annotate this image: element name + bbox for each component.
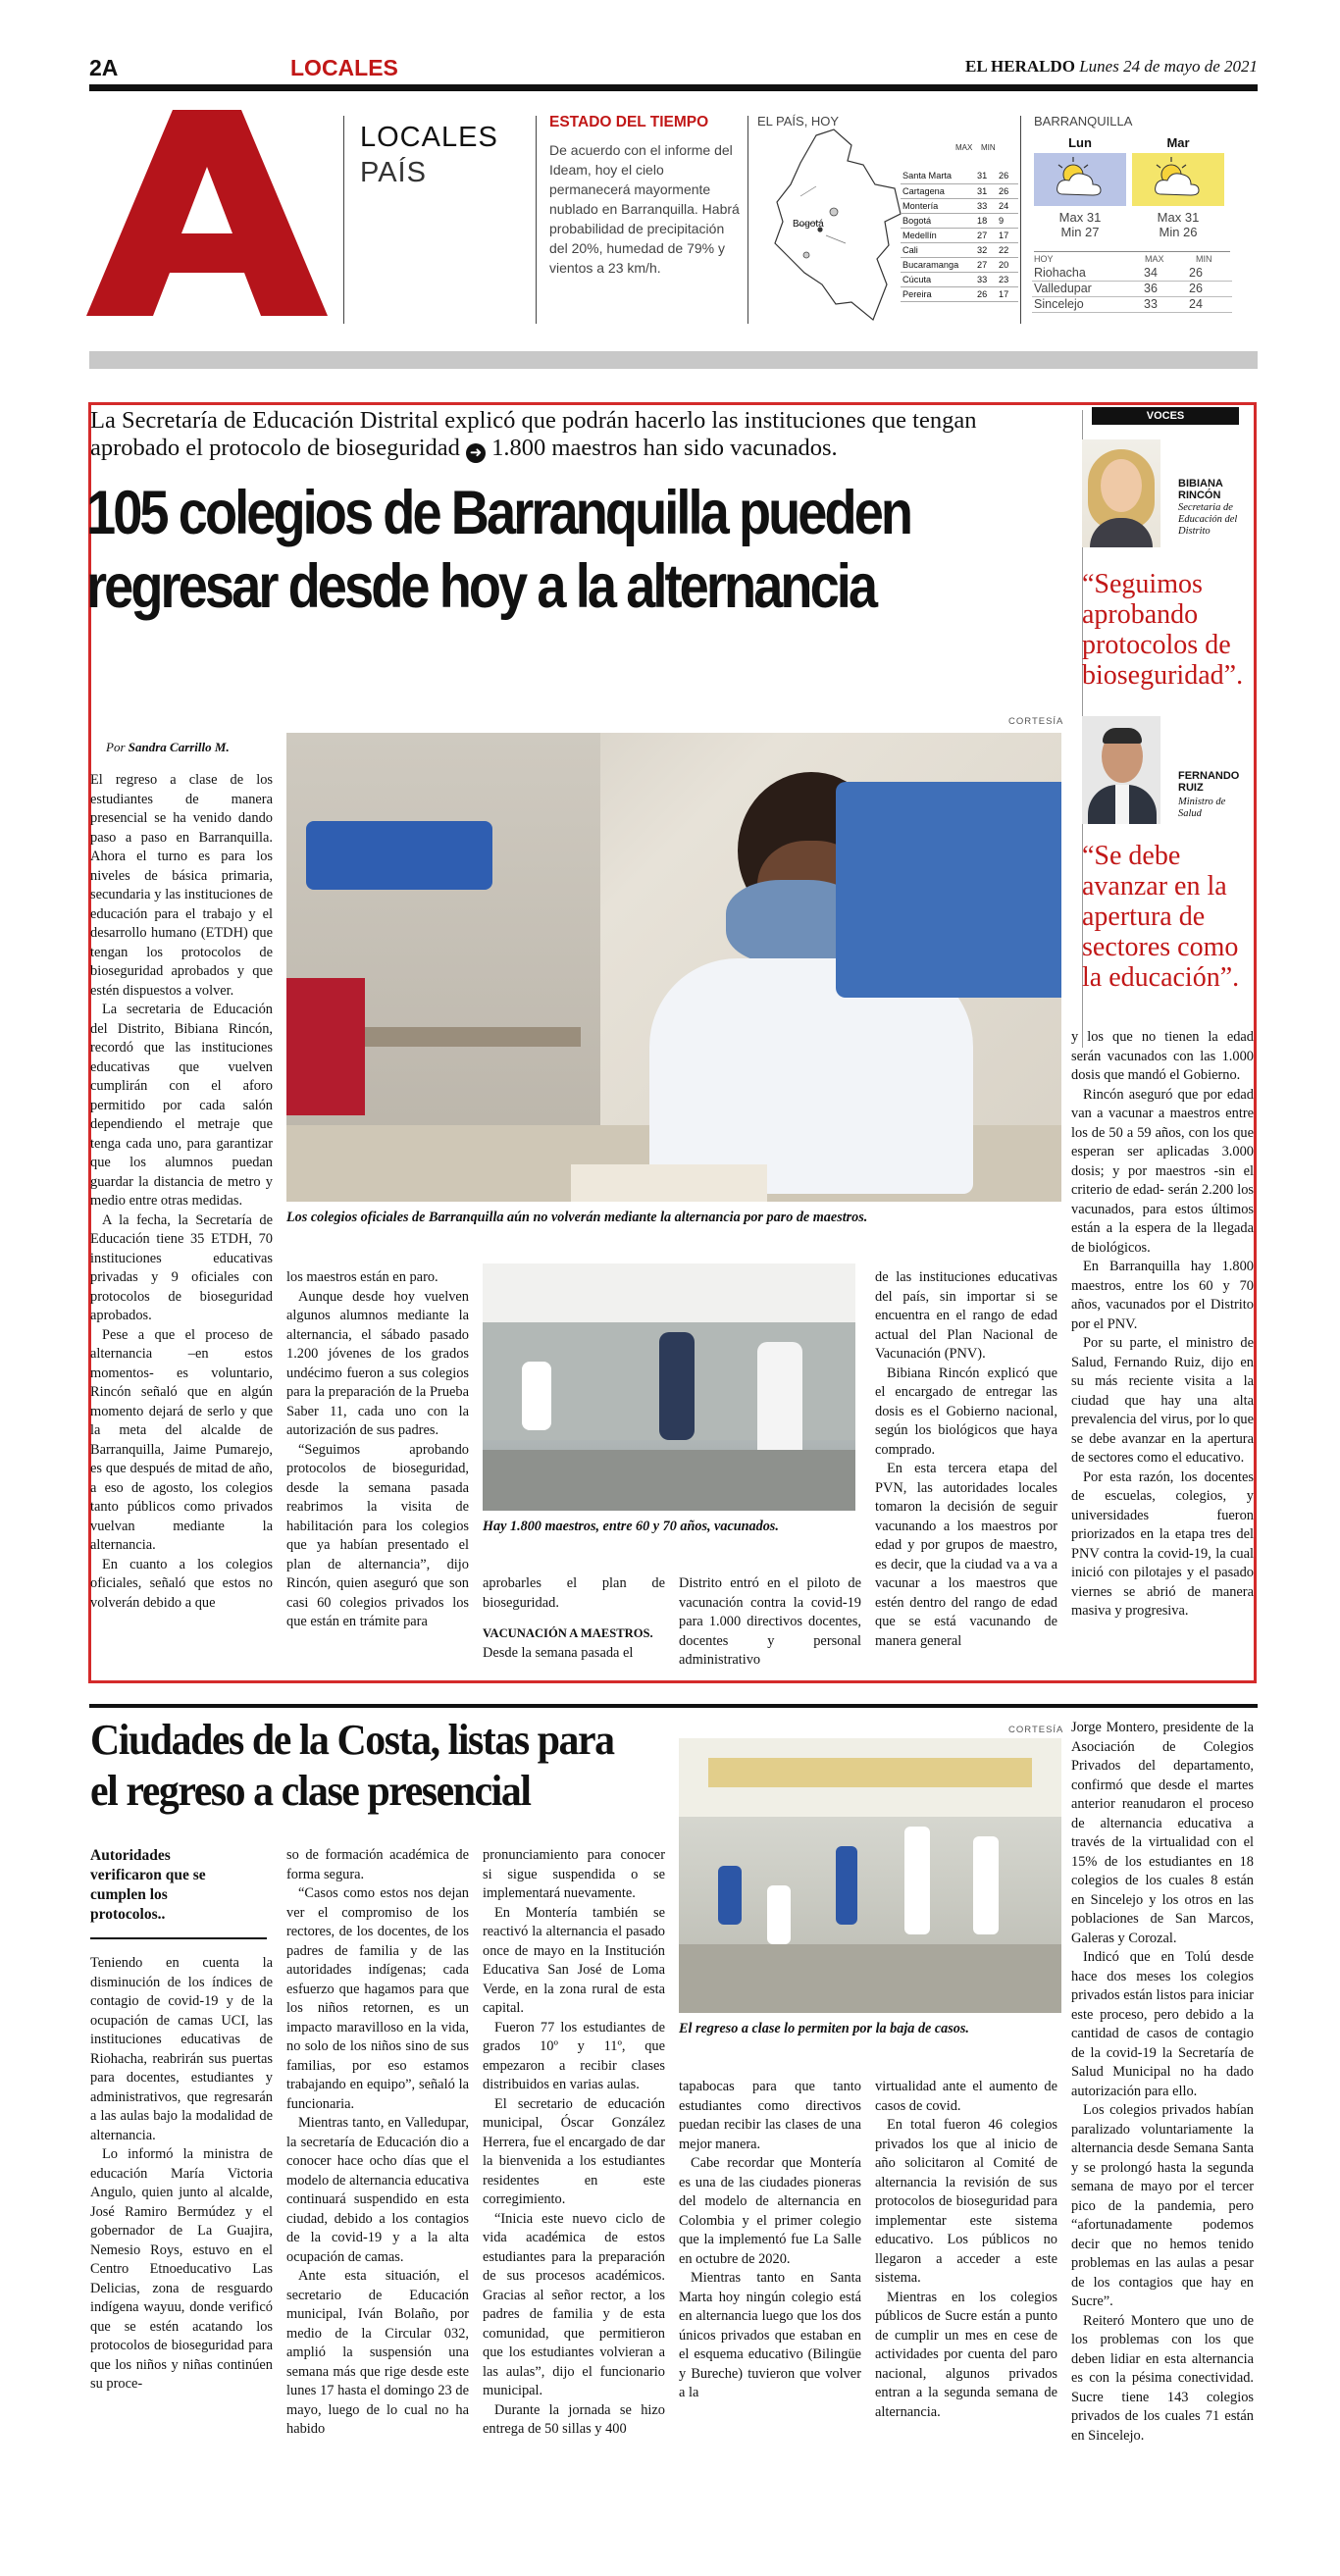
- main-col-6: [1071, 1028, 1254, 1672]
- city-weather-table: [901, 169, 1018, 302]
- voces-quote-1: “Seguimos aprobando protocolos de bioseguridad”.: [1082, 569, 1244, 691]
- city-row: [901, 257, 1018, 272]
- paragraph: Mientras en los colegios públicos de Sucre están a punto de cumplir un mes en cese de actividades por cuenta del paro nacional, algunos privados entran a la segunda semana de alternancia.: [875, 2289, 1057, 2420]
- second-headline: [90, 1715, 668, 1817]
- subhead: VACUNACIÓN A MAESTROS.: [483, 1626, 653, 1640]
- city-max: 27: [975, 228, 997, 242]
- forecast-day-label: Mar: [1166, 135, 1190, 150]
- secondary-photo: [483, 1263, 855, 1511]
- city-max: 18: [975, 213, 997, 228]
- paragraph: En total fueron 46 colegios privados los que al inicio de año solicitaron al Comité de alternancia la revisión de sus protocolos de bioseguridad para implementar este sistema educativo. Los públicos no llegaron a acceder a este sistema.: [875, 2117, 1057, 2286]
- city-min: 17: [997, 286, 1018, 301]
- region-max: 34: [1142, 265, 1187, 281]
- forecast-max: Max 31: [1058, 210, 1102, 225]
- main-photo-caption: Los colegios oficiales de Barranquilla aún no volverán mediante la alternancia por paro de maestros.: [286, 1210, 868, 1225]
- city-name: Medellín: [901, 228, 975, 242]
- paragraph: Pese a que el proceso de alternancia –en estos momentos- es voluntario, Rincón señaló que en algún momento dejará de serlo y que la meta del alcalde de Barranquilla, Jaime Pumarejo, es que después de mitad de año, a eso de agosto, los colegios tanto públicos como privados vuelvan mediante la alternancia.: [90, 1326, 273, 1553]
- city-min: 24: [997, 198, 1018, 213]
- city-name: Cúcuta: [901, 272, 975, 286]
- forecast-day-label: Lun: [1068, 135, 1092, 150]
- second-col-6: [1071, 1719, 1254, 2562]
- barranquilla-label: BARRANQUILLA: [1034, 114, 1133, 129]
- forecast-min: Min 27: [1060, 225, 1100, 239]
- regional-row: [1032, 265, 1232, 281]
- paragraph: Reiteró Montero que uno de los problemas con los que deben lidiar en esta alternancia es con la pésima conectividad. Sucre tiene 143 colegios privados de los cuales 71 están en Sincelejo.: [1071, 2312, 1254, 2444]
- paragraph: Indicó que en Tolú desde hace dos meses los colegios privados están listos para iniciar este proceso, pero debido a la cantidad de casos de contagio de la covid-19 la Secretaría de Salud Municipal no ha dado autorización para ello.: [1071, 1949, 1254, 2099]
- city-min: 9: [997, 213, 1018, 228]
- city-row: [901, 286, 1018, 301]
- paragraph: En esta tercera etapa del PVN, las autoridades locales tomaron la decisión de seguir vacunando a los maestros por edad y por grupos de maestro, es decir, que la ciudad va a va a vacunar a los maestros que estén dentro del rango de edad que se está vacunando de manera general: [875, 1461, 1057, 1649]
- forecast-day: [1132, 135, 1224, 249]
- main-headline: [86, 477, 930, 624]
- city-max: 27: [975, 257, 997, 272]
- city-name: Bucaramanga: [901, 257, 975, 272]
- main-col-5: [875, 1268, 1057, 1673]
- person2-name: FERNANDO RUIZ: [1178, 770, 1240, 794]
- byline-prefix: Por: [106, 740, 126, 754]
- forecast-min: Min 26: [1159, 225, 1198, 239]
- paragraph: so de formación académica de forma segura.: [286, 1847, 469, 1882]
- paragraph: El regreso a clase de los estudiantes de manera presencial se ha venido dando paso a paso en Barranquilla. Ahora el turno es para los niveles de básica primaria, secundaria y las instituciones de educación para el trabajo y el desarrollo humano (ETDH) que tengan los protocolos de bioseguridad aprobados y que estén dispuestos a volver.: [90, 772, 273, 999]
- second-summary: Autoridades verificaron que se cumplen los protocolos..: [90, 1847, 206, 1923]
- paragraph: Por su parte, el ministro de Salud, Fernando Ruiz, dijo en su más reciente visita a la ciudad que hay una alta prevalencia del virus, por lo que se debe avanzar en la apertura de sectores como el educativo.: [1071, 1335, 1254, 1466]
- second-headline-line-1: Ciudades de la Costa, listas para: [90, 1716, 614, 1764]
- main-col-4: [679, 1574, 861, 1673]
- paragraph: y los que no tienen la edad serán vacunados con las 1.000 dosis que mandó el Gobierno.: [1071, 1029, 1254, 1083]
- regional-row: [1032, 281, 1232, 296]
- partly-cloudy-icon: [1034, 153, 1126, 206]
- paragraph: tapabocas para que tanto estudiantes como directivos puedan recibir las clases de una mejor manera.: [679, 2079, 861, 2152]
- region-max: 36: [1142, 281, 1187, 296]
- city-max: 32: [975, 242, 997, 257]
- page-number: 2A: [89, 55, 119, 80]
- header-rule: [89, 84, 1258, 91]
- second-headline-line-2: el regreso a clase presencial: [90, 1767, 531, 1815]
- issue-date: Lunes 24 de mayo de 2021: [1079, 57, 1258, 76]
- max-col-label: MAX: [955, 143, 973, 152]
- section-letter-logo: [86, 110, 328, 316]
- region-max: 33: [1142, 296, 1187, 312]
- paragraph: Los colegios privados habían paralizado voluntariamente la alternancia desde Semana Santa y se prolongó hasta la segunda semana de mayo por el tercer pico de la pandemia, pero “afortunadamente podemos decir que no hemos tenido problemas en las aulas a pesar de los contagios que hay en Sucre”.: [1071, 2102, 1254, 2309]
- paragraph: Durante la jornada se hizo entrega de 50 sillas y 400: [483, 2401, 665, 2437]
- main-deck: [90, 407, 1042, 463]
- paragraph: Mientras tanto, en Valledupar, la secretaría de Educación dio a conocer hace ocho días que el modelo de alternancia educativa continuará suspendido en esta ciudad, debido a los contagios de la covid-19 y a la alta ocupación de camas.: [286, 2115, 469, 2265]
- map-label: EL PAÍS, HOY: [757, 114, 840, 129]
- paragraph: En Montería también se reactivó la alternancia el pasado once de mayo en la Institución Educativa San José de Loma Verde, en la zona rural de esta capital.: [483, 1904, 665, 2016]
- city-max: 33: [975, 272, 997, 286]
- second-photo-caption: El regreso a clase lo permiten por la baja de casos.: [679, 2021, 969, 2036]
- city-min: 26: [997, 169, 1018, 183]
- section-title: LOCALES: [360, 122, 498, 153]
- header-divider-1: [343, 116, 344, 324]
- paragraph: “Casos como estos nos dejan ver el compromiso de los rectores, de los docentes, de los padres de familia y de las autoridades indígenas; cada esfuerzo que hagamos para que los niños retornen, es un impacto maravilloso en la vida, no solo de los niños sino de sus familias, por eso estamos trabajando en equipo”, señaló la funcionaria.: [286, 1885, 469, 2112]
- city-max: 26: [975, 286, 997, 301]
- paragraph: Lo informó la ministra de educación María Victoria Angulo, quien junto al alcalde, José Ramiro Bermúdez y el gobernador de La Guajira, Nemesio Roys, estuvo en el Centro Etnoeducativo Las Delicias, zona de resguardo indígena wayuu, donde verificó que se estén acatando los protocolos de bioseguridad para que los niños y niñas continúen su proce-: [90, 2146, 273, 2392]
- main-col-1: [90, 771, 273, 1674]
- partly-cloudy-icon: [1132, 153, 1224, 206]
- voces-label: VOCES: [1092, 407, 1239, 425]
- paragraph: El secretario de educación municipal, Óscar González Herrera, fue el encargado de dar la bienvenida a los estudiantes residentes en este corregimiento.: [483, 2095, 665, 2207]
- others-min-label: MIN: [1196, 254, 1212, 264]
- paragraph: “Inicia este nuevo ciclo de vida académica de estos estudiantes para la preparación de sus procesos académicos. Gracias al señor rector, a los padres de familia y de esta comunidad, que permitieron que los estudiantes volvieran a las aulas”, dijo el funcionario municipal.: [483, 2210, 665, 2398]
- header-divider-4: [1020, 116, 1021, 324]
- city-max: 31: [975, 169, 997, 183]
- paragraph: La secretaria de Educación del Distrito, Bibiana Rincón, recordó que las instituciones educativas que vuelven cumplirán con el aforo permitido por cada salón dependiendo el metraje que tenga cada uno, para garantizar que los alumnos puedan guardar la distancia de metro y medio entre otras medidas.: [90, 1002, 273, 1209]
- second-col-3: [483, 1846, 665, 2562]
- paragraph: los maestros están en paro.: [286, 1269, 438, 1285]
- city-max: 31: [975, 183, 997, 198]
- city-name: Bogotá: [901, 213, 975, 228]
- main-col-2: [286, 1268, 469, 1671]
- paragraph: Mientras tanto en Santa Marta hoy ningún colegio está en alternancia luego que los dos únicos privados que estaban en el esquema educativo (Bilingüe y Bureche) tuvieron que volver a la: [679, 2270, 861, 2400]
- city-name: Cali: [901, 242, 975, 257]
- main-col-3: [483, 1574, 665, 1673]
- paragraph: Aunque desde hoy vuelven algunos alumnos mediante la alternancia, el sábado pasado 1.200 jóvenes de los grados undécimo fueron a sus colegios para la preparación de la Prueba Saber 11, cada uno con la autorización de sus padres.: [286, 1288, 469, 1438]
- summary-rule: [90, 1937, 267, 1939]
- paragraph: En cuanto a los colegios oficiales, señaló que estos no volverán debido a que: [90, 1556, 273, 1611]
- second-col-5: [875, 2078, 1057, 2562]
- forecast-max: Max 31: [1157, 210, 1200, 225]
- byline: [106, 740, 230, 755]
- city-min: 22: [997, 242, 1018, 257]
- header-divider-3: [747, 116, 748, 324]
- bibiana-portrait: [1082, 439, 1160, 547]
- secondary-photo-caption: Hay 1.800 maestros, entre 60 y 70 años, vacunados.: [483, 1519, 779, 1534]
- region-min: 26: [1187, 281, 1232, 296]
- paragraph: Distrito entró en el piloto de vacunación contra la covid-19 para 1.000 directivos docentes, docentes y personal administrativo: [679, 1575, 861, 1668]
- voces-quote-2: “Se debe avanzar en la apertura de sectores como la educación”.: [1082, 841, 1240, 993]
- hoy-label: HOY: [1034, 254, 1054, 264]
- fernando-portrait: [1082, 716, 1160, 824]
- byline-author: Sandra Carrillo M.: [128, 740, 230, 754]
- person1-role: Secretaria de Educación del Distrito: [1178, 502, 1238, 537]
- arrow-right-icon: ➜: [466, 443, 486, 463]
- city-row: [901, 213, 1018, 228]
- paragraph: En Barranquilla hay 1.800 maestros, entre los 60 y 70 años, vacunados por el Distrito por el PNV.: [1071, 1259, 1254, 1332]
- second-story-rule: [89, 1704, 1258, 1708]
- big-a-icon: [86, 110, 328, 316]
- region-name: Sincelejo: [1032, 296, 1142, 312]
- photo-credit: CORTESÍA: [1008, 716, 1064, 727]
- deck-text: La Secretaría de Educación Distrital explicó que podrán hacerlo las instituciones que tengan aprobado el protocolo de bioseguridad: [90, 407, 977, 461]
- newspaper-name: EL HERALDO: [965, 57, 1075, 76]
- city-min: 23: [997, 272, 1018, 286]
- headline-line-2: regresar desde hoy a la alternancia: [86, 552, 876, 621]
- others-header: [1034, 251, 1230, 264]
- others-max-label: MAX: [1145, 254, 1164, 264]
- second-col-4: [679, 2078, 861, 2562]
- min-col-label: MIN: [981, 143, 996, 152]
- paragraph: A la fecha, la Secretaría de Educación tiene 35 ETDH, 70 instituciones educativas privadas y 9 oficiales con protocolos de bioseguridad aprobados.: [90, 1211, 273, 1323]
- regional-row: [1032, 296, 1232, 312]
- paragraph: Fueron 77 los estudiantes de grados 10º y 11º, que empezaron a recibir clases distribuidos en varias aulas.: [483, 2019, 665, 2092]
- header-divider-2: [536, 116, 537, 324]
- subhead-text: Desde la semana pasada el: [483, 1644, 634, 1661]
- region-min: 26: [1187, 265, 1232, 281]
- paragraph: Por esta razón, los docentes de escuelas, colegios, y universidades fueron priorizados en la etapa tres del PNV contra la covid-19, la cual inició con pilotajes y el pasado viernes se abrió de manera masiva y progresiva.: [1071, 1468, 1254, 1619]
- city-name: Pereira: [901, 286, 975, 301]
- paragraph: Ante esta situación, el secretario de Educación municipal, Iván Bolaño, por medio de la Circular 032, amplió la suspensión una semana más que rige desde este lunes 17 hasta el domingo 23 de mayo, luego de lo cual no ha habido: [286, 2268, 469, 2437]
- paragraph: Jorge Montero, presidente de la Asociación de Colegios Privados del departamento, confirmó que desde el martes anterior reanudaron el proceso de alternancia educativa a través de la virtualidad con el 15% de los estudiantes en 18 colegios de los cuales 8 están en Sincelejo y los otros en las poblaciones de San Marcos, Galeras y Corozal.: [1071, 1720, 1254, 1946]
- city-row: [901, 183, 1018, 198]
- weather-text: De acuerdo con el informe del Ideam, hoy el cielo permanecerá mayormente nublado en Barranquilla. Habrá probabilidad de precipitación del 20%, humedad de 79% y vientos a 23 km/h.: [549, 142, 740, 276]
- person2-role: Ministro de Salud: [1178, 797, 1226, 819]
- second-col-2: [286, 1846, 469, 2562]
- grey-band: [89, 351, 1258, 369]
- paragraph: aprobarles el plan de bioseguridad.: [483, 1575, 665, 1611]
- city-min: 20: [997, 257, 1018, 272]
- person1-name: BIBIANA RINCÓN: [1178, 478, 1223, 501]
- city-row: [901, 242, 1018, 257]
- paragraph: Bibiana Rincón explicó que el encargado de entregar las dosis es el Gobierno nacional, según los biológicos que haya comprado.: [875, 1365, 1057, 1458]
- masthead-date: [965, 57, 1258, 77]
- city-max: 33: [975, 198, 997, 213]
- regional-weather-table: [1032, 265, 1232, 313]
- paragraph: de las instituciones educativas del país, sin importar si se encuentra en el rango de edad actual del Plan Nacional de Vacunación (PNV).: [875, 1269, 1057, 1362]
- paragraph: virtualidad ante el aumento de casos de covid.: [875, 2079, 1057, 2114]
- paragraph: Teniendo en cuenta la disminución de los índices de contagio de covid-19 y de la ocupación de camas UCI, las instituciones educativas de Riohacha, reabrirán sus puertas para docentes, estudiantes y administrativos, que regresarán a las aulas bajo la modalidad de alternancia.: [90, 1955, 273, 2143]
- colombia-map-icon: [757, 128, 904, 324]
- section-subtitle: PAÍS: [360, 157, 427, 188]
- city-name: Montería: [901, 198, 975, 213]
- deck-highlight: 1.800 maestros han sido vacunados.: [491, 435, 838, 461]
- city-name: Cartagena: [901, 183, 975, 198]
- region-name: Riohacha: [1032, 265, 1142, 281]
- forecast-day: [1034, 135, 1126, 249]
- city-row: [901, 198, 1018, 213]
- second-photo: [679, 1738, 1061, 2013]
- paragraph: “Seguimos aprobando protocolos de bioseguridad, desde la semana pasada reabrimos la visita de habilitación para los colegios que ya habían presentado el plan de alternancia”, dijo Rincón, quien aseguró que son casi 60 colegios privados los que están en trámite para: [286, 1441, 469, 1629]
- region-min: 24: [1187, 296, 1232, 312]
- city-row: [901, 272, 1018, 286]
- second-col-1: [90, 1954, 273, 2562]
- city-name: Santa Marta: [901, 169, 975, 183]
- paragraph: pronunciamiento para conocer si sigue suspendida o se implementará nuevamente.: [483, 1847, 665, 1901]
- subhead-paragraph: [483, 1624, 665, 1663]
- city-min: 17: [997, 228, 1018, 242]
- headline-line-1: 105 colegios de Barranquilla pueden: [86, 479, 911, 547]
- section-label: LOCALES: [290, 55, 398, 80]
- paragraph: Rincón aseguró que por edad van a vacunar a maestros entre los de 50 a 59 años, con los que esperan ser aplicadas 3.000 dosis; y por maestros -sin el criterio de edad- serán 2.200 los vacunados, para estos últimos están a la espera de la llegada de biológicos.: [1071, 1086, 1254, 1256]
- city-row: [901, 169, 1018, 183]
- second-photo-credit: CORTESÍA: [1008, 1725, 1064, 1735]
- city-row: [901, 228, 1018, 242]
- main-photo: [286, 733, 1061, 1202]
- weather-title: ESTADO DEL TIEMPO: [549, 114, 709, 130]
- region-name: Valledupar: [1032, 281, 1142, 296]
- paragraph: Cabe recordar que Montería es una de las ciudades pioneras del modelo de alternancia en Colombia y el primer colegio que la implementó fue La Salle en octubre de 2020.: [679, 2155, 861, 2267]
- map-city-label: Bogotá: [793, 219, 824, 230]
- city-min: 26: [997, 183, 1018, 198]
